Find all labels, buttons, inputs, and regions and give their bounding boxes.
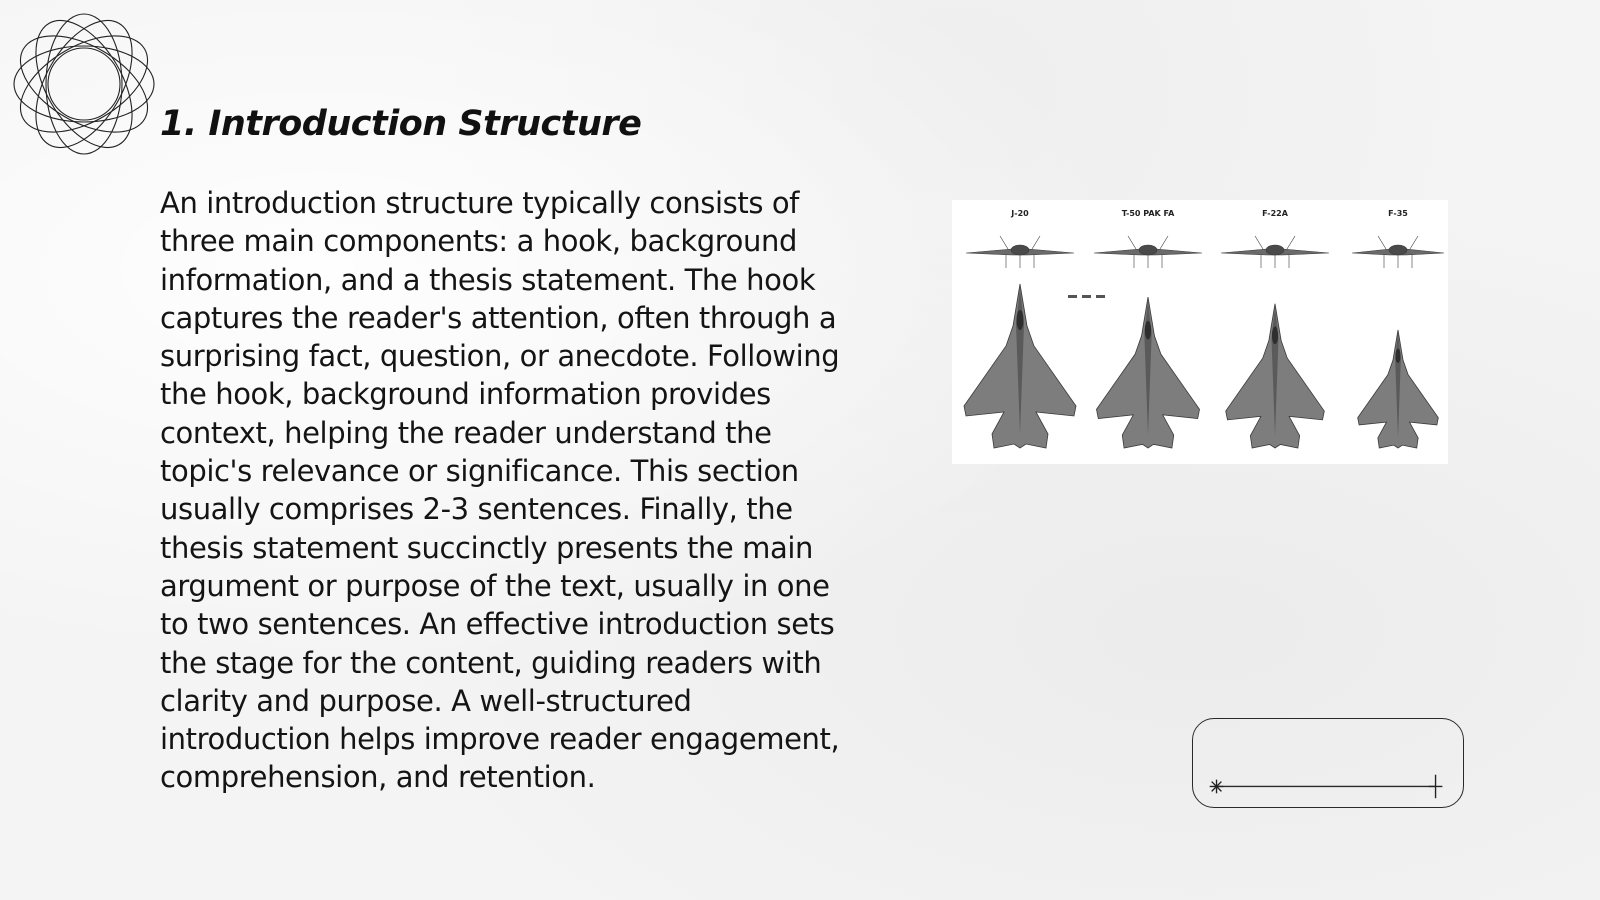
aircraft-front-view [1094,236,1202,268]
aircraft-front-view [966,236,1074,268]
slide-title: 1. Introduction Structure [160,104,642,144]
slide-body-text: An introduction structure typically consists of three main components: a hook, background information, and a thesis statement. The hook captures the reader's attention, often through a surprising fact, question, or anecdote. Following the hook, background information provides context, helping the reader understand the topic's relevance or significance. This section usually comprises 2-3 sentences. Finally, the thesis statement succinctly presents the main argument or purpose of the text, usually in one to two sentences. An effective introduction sets the stage for the content, guiding readers with clarity and purpose. A well-structured introduction helps improve reader engagement, comprehension, and retention. [160,186,840,795]
cross-marker-icon [1429,775,1443,798]
aircraft-front-view [1221,236,1329,268]
aircraft-top-view [1226,304,1325,448]
decorative-rings-icon [10,10,158,158]
aircraft-top-view [1096,297,1199,448]
aircraft-label: J-20 [1011,209,1029,218]
aircraft-label: F-22A [1262,209,1288,218]
fighter-jets-image [952,200,1448,464]
aircraft-label: F-35 [1388,209,1408,218]
timeline-widget [1192,718,1464,808]
aircraft-label: T-50 PAK FA [1121,209,1175,218]
scale-marks [1068,295,1105,298]
aircraft-front-view [1352,236,1444,268]
sparkle-icon [1210,780,1224,794]
aircraft-top-view [964,284,1076,448]
aircraft-top-view [1358,330,1439,448]
